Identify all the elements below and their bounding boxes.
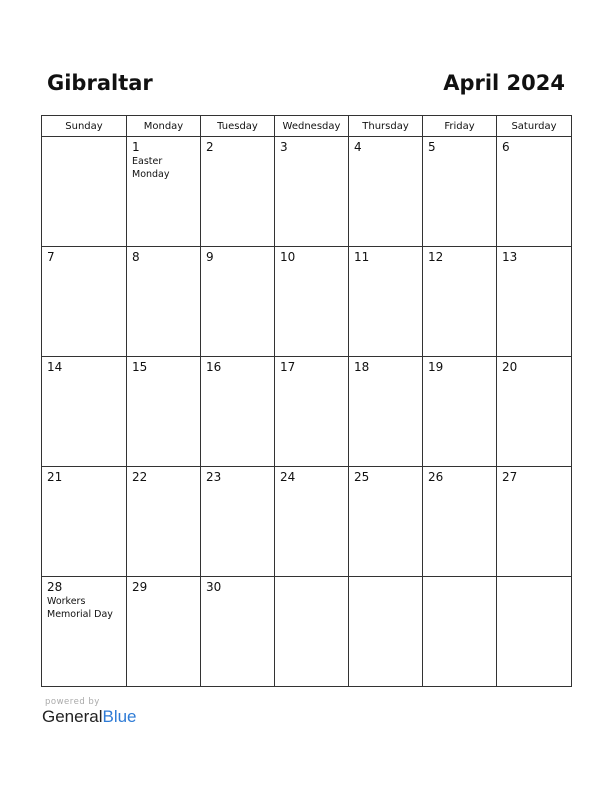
day-number: 2 [206, 140, 214, 154]
powered-by-text: powered by [45, 697, 100, 707]
day-cell [127, 137, 201, 247]
day-cell [497, 137, 572, 247]
day-number: 6 [502, 140, 510, 154]
day-number: 14 [47, 360, 63, 374]
weekday-monday: Monday [127, 116, 201, 137]
month-title: April 2024 [443, 71, 565, 95]
day-number: 28 [47, 580, 63, 594]
day-cell [423, 577, 497, 687]
week-row [42, 357, 572, 467]
day-number: 29 [132, 580, 148, 594]
day-cell [201, 577, 275, 687]
weekday-thursday: Thursday [349, 116, 423, 137]
weekday-wednesday: Wednesday [275, 116, 349, 137]
day-cell [349, 247, 423, 357]
day-cell [275, 467, 349, 577]
day-cell [201, 357, 275, 467]
weekday-header-row [42, 116, 572, 137]
day-number: 9 [206, 250, 214, 264]
day-number: 8 [132, 250, 140, 264]
weekday-sunday: Sunday [42, 116, 127, 137]
day-cell [497, 577, 572, 687]
day-cell [127, 357, 201, 467]
day-number [423, 577, 496, 580]
day-number [497, 577, 571, 580]
day-cell [497, 357, 572, 467]
day-number: 5 [428, 140, 436, 154]
day-number: 11 [354, 250, 370, 264]
day-number: 16 [206, 360, 222, 374]
day-cell [275, 137, 349, 247]
day-number [42, 137, 126, 140]
day-cell [42, 137, 127, 247]
day-number [275, 577, 348, 580]
day-cell [349, 357, 423, 467]
week-row [42, 577, 572, 687]
day-number: 20 [502, 360, 518, 374]
day-number: 4 [354, 140, 362, 154]
day-cell [42, 467, 127, 577]
weekday-friday: Friday [423, 116, 497, 137]
day-cell [42, 577, 127, 687]
day-number: 25 [354, 470, 370, 484]
brand-blue: Blue [102, 707, 137, 726]
day-number: 30 [206, 580, 222, 594]
day-cell [497, 467, 572, 577]
day-cell [423, 357, 497, 467]
generalblue-logo[interactable] [42, 707, 137, 727]
weekday-tuesday: Tuesday [201, 116, 275, 137]
day-cell [127, 247, 201, 357]
week-row [42, 137, 572, 247]
day-cell [127, 577, 201, 687]
day-cell [42, 247, 127, 357]
day-number: 21 [47, 470, 63, 484]
day-cell [42, 357, 127, 467]
holiday-label: Easter Monday [132, 156, 170, 180]
day-number: 10 [280, 250, 296, 264]
day-number: 18 [354, 360, 370, 374]
day-number: 3 [280, 140, 288, 154]
day-cell [275, 247, 349, 357]
week-row [42, 247, 572, 357]
day-cell [423, 247, 497, 357]
day-number: 19 [428, 360, 444, 374]
day-number: 7 [47, 250, 55, 264]
day-cell [127, 467, 201, 577]
day-number: 15 [132, 360, 148, 374]
day-cell [349, 137, 423, 247]
day-number: 24 [280, 470, 296, 484]
day-number: 22 [132, 470, 148, 484]
day-number: 12 [428, 250, 444, 264]
week-row [42, 467, 572, 577]
day-cell [349, 467, 423, 577]
day-cell [275, 577, 349, 687]
day-cell [275, 357, 349, 467]
day-number: 26 [428, 470, 444, 484]
weekday-saturday: Saturday [497, 116, 572, 137]
country-title: Gibraltar [47, 71, 153, 95]
day-number: 27 [502, 470, 518, 484]
day-cell [349, 577, 423, 687]
calendar-grid [41, 115, 572, 687]
day-number [349, 577, 422, 580]
holiday-label: Workers Memorial Day [47, 596, 113, 620]
day-number: 17 [280, 360, 296, 374]
brand-general: General [42, 707, 103, 726]
day-number: 13 [502, 250, 518, 264]
day-cell [201, 467, 275, 577]
day-cell [201, 137, 275, 247]
day-cell [201, 247, 275, 357]
day-number: 23 [206, 470, 222, 484]
day-number: 1 [132, 140, 140, 154]
day-cell [423, 137, 497, 247]
day-cell [497, 247, 572, 357]
day-cell [423, 467, 497, 577]
